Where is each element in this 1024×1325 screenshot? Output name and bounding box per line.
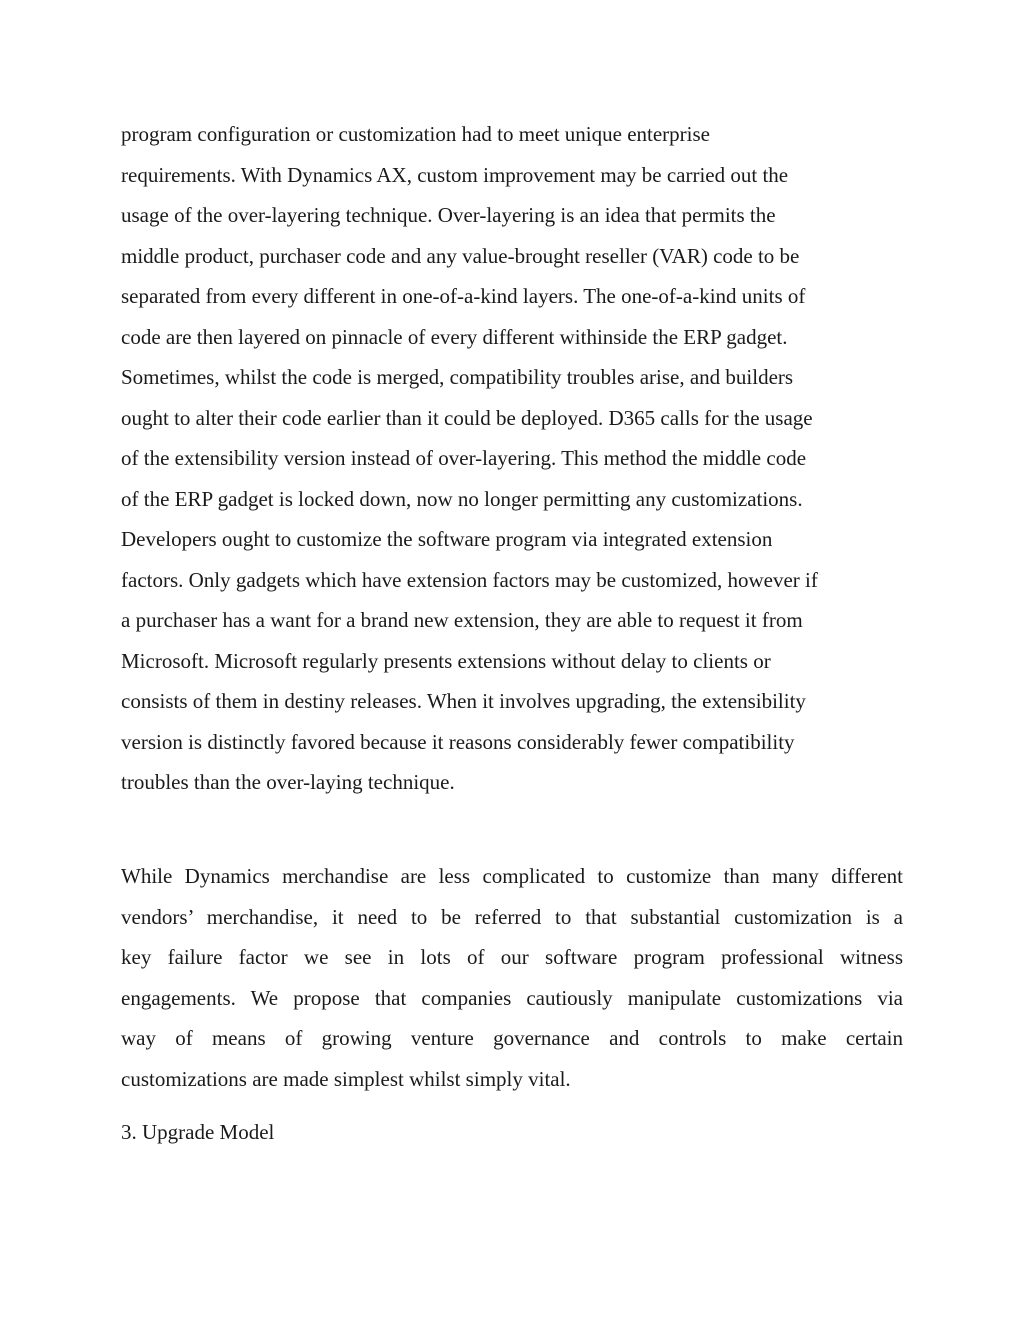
text-line: middle product, purchaser code and any value-brought reseller (VAR) code to be (121, 243, 800, 268)
section-heading: 3. Upgrade Model (121, 1120, 275, 1144)
text-line: While Dynamics merchandise are less complicated to customize than many different (121, 864, 903, 888)
text-line: requirements. With Dynamics AX, custom improvement may be carried out the (121, 162, 789, 187)
text-line: key failure factor we see in lots of our software program professional witness (121, 945, 903, 969)
text-line: of the ERP gadget is locked down, now no longer permitting any customizations. (121, 486, 803, 511)
text-line: program configuration or customization had to meet unique enterprise (121, 122, 710, 146)
text-line: way of means of growing venture governance and controls to make certain (121, 1026, 903, 1050)
text-line: code are then layered on pinnacle of every different withinside the ERP gadget. (121, 324, 788, 349)
text-line: Microsoft. Microsoft regularly presents extensions without delay to clients or (121, 648, 771, 673)
text-line: consists of them in destiny releases. When it involves upgrading, the extensibility (121, 689, 806, 713)
text-line: a purchaser has a want for a brand new extension, they are able to request it from (121, 608, 803, 632)
text-line: of the extensibility version instead of over-layering. This method the middle code (121, 446, 807, 470)
text-line: Developers ought to customize the software program via integrated extension (121, 527, 773, 551)
text-line: Sometimes, whilst the code is merged, compatibility troubles arise, and builders (121, 365, 794, 389)
text-line: factors. Only gadgets which have extension factors may be customized, however if (121, 567, 818, 592)
text-line: ought to alter their code earlier than it could be deployed. D365 calls for the usage (121, 405, 813, 430)
text-line: version is distinctly favored because it reasons considerably fewer compatibility (121, 729, 795, 754)
paragraph-customization-overlayering (121, 114, 903, 803)
paragraph-customization-governance (121, 856, 903, 1099)
text-line: vendors’ merchandise, it need to be referred to that substantial customization is a (121, 904, 903, 929)
text-line: engagements. We propose that companies cautiously manipulate customizations via (121, 985, 903, 1010)
text-line: customizations are made simplest whilst simply vital. (121, 1066, 571, 1091)
text-line: troubles than the over-laying technique. (121, 770, 455, 794)
text-line: separated from every different in one-of-a-kind layers. The one-of-a-kind units of (121, 284, 806, 308)
text-line: usage of the over-layering technique. Over-layering is an idea that permits the (121, 203, 776, 227)
